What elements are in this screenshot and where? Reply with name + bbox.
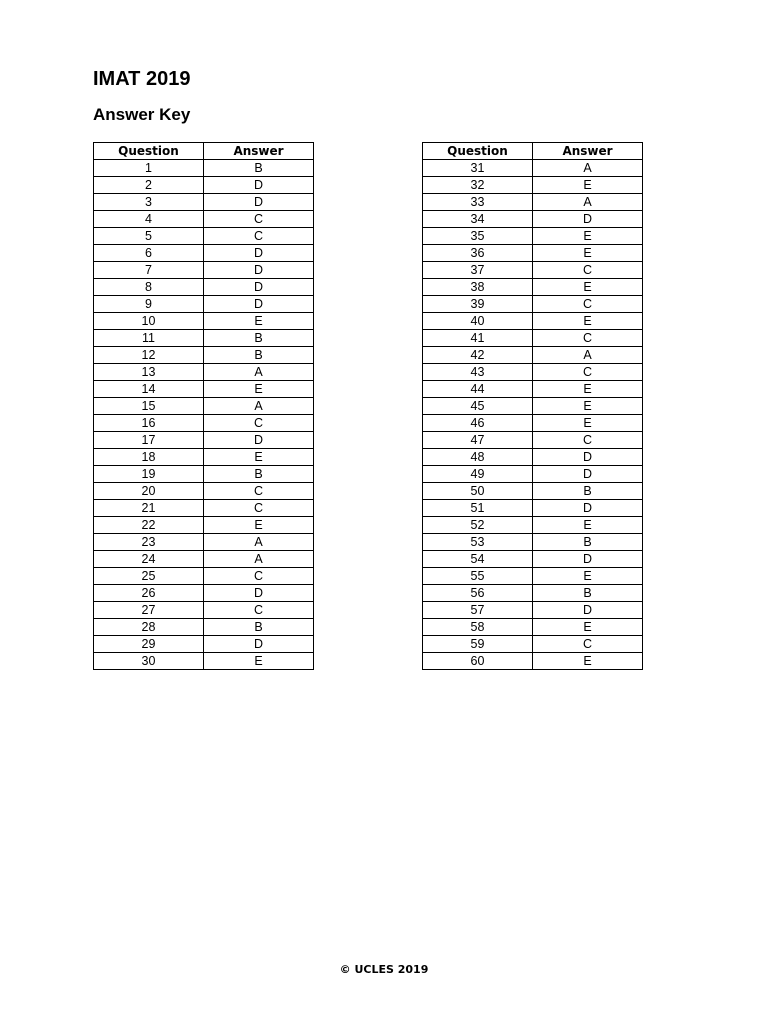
question-number-cell: 34 — [423, 211, 533, 228]
table-row — [94, 364, 314, 381]
answer-letter-cell: D — [533, 466, 643, 483]
table-row — [94, 194, 314, 211]
table-row — [94, 262, 314, 279]
question-number-cell: 12 — [94, 347, 204, 364]
table-header-row — [94, 143, 314, 160]
question-number-cell: 41 — [423, 330, 533, 347]
answer-column-header: Answer — [204, 143, 314, 160]
table-row — [423, 415, 643, 432]
answer-letter-cell: D — [533, 449, 643, 466]
question-number-cell: 47 — [423, 432, 533, 449]
answer-letter-cell: E — [204, 313, 314, 330]
table-row — [423, 160, 643, 177]
table-row — [423, 347, 643, 364]
question-number-cell: 26 — [94, 585, 204, 602]
copyright-footer: © UCLES 2019 — [339, 963, 429, 976]
question-number-cell: 32 — [423, 177, 533, 194]
table-row — [423, 296, 643, 313]
answer-letter-cell: D — [204, 279, 314, 296]
answer-letter-cell: A — [204, 364, 314, 381]
question-number-cell: 22 — [94, 517, 204, 534]
table-row — [423, 551, 643, 568]
table-row — [94, 517, 314, 534]
question-number-cell: 57 — [423, 602, 533, 619]
table-row — [423, 653, 643, 670]
answer-letter-cell: D — [204, 296, 314, 313]
table-row — [423, 517, 643, 534]
question-number-cell: 53 — [423, 534, 533, 551]
question-number-cell: 2 — [94, 177, 204, 194]
table-row — [423, 568, 643, 585]
question-number-cell: 59 — [423, 636, 533, 653]
answer-table-body — [94, 160, 314, 670]
answer-letter-cell: B — [204, 160, 314, 177]
table-row — [423, 585, 643, 602]
answer-letter-cell: A — [204, 398, 314, 415]
question-column-header: Question — [94, 143, 204, 160]
question-number-cell: 6 — [94, 245, 204, 262]
question-number-cell: 9 — [94, 296, 204, 313]
answer-letter-cell: C — [204, 228, 314, 245]
table-row — [94, 551, 314, 568]
answer-letter-cell: C — [533, 262, 643, 279]
question-number-cell: 28 — [94, 619, 204, 636]
question-number-cell: 60 — [423, 653, 533, 670]
table-row — [423, 364, 643, 381]
answer-letter-cell: D — [533, 500, 643, 517]
question-number-cell: 44 — [423, 381, 533, 398]
table-row — [423, 211, 643, 228]
question-number-cell: 29 — [94, 636, 204, 653]
question-number-cell: 23 — [94, 534, 204, 551]
answer-letter-cell: E — [533, 517, 643, 534]
answer-column-header: Answer — [533, 143, 643, 160]
table-row — [94, 466, 314, 483]
question-number-cell: 13 — [94, 364, 204, 381]
answer-letter-cell: D — [204, 245, 314, 262]
answer-letter-cell: C — [533, 636, 643, 653]
answer-letter-cell: E — [533, 279, 643, 296]
table-row — [423, 466, 643, 483]
table-row — [94, 415, 314, 432]
answer-letter-cell: C — [533, 364, 643, 381]
question-number-cell: 39 — [423, 296, 533, 313]
answer-table-right — [422, 142, 643, 670]
table-row — [94, 653, 314, 670]
table-header-row — [423, 143, 643, 160]
answer-letter-cell: C — [204, 483, 314, 500]
question-number-cell: 16 — [94, 415, 204, 432]
question-number-cell: 30 — [94, 653, 204, 670]
table-row — [94, 483, 314, 500]
answer-letter-cell: C — [204, 415, 314, 432]
answer-letter-cell: A — [533, 160, 643, 177]
question-number-cell: 25 — [94, 568, 204, 585]
table-row — [94, 381, 314, 398]
table-row — [94, 313, 314, 330]
question-number-cell: 49 — [423, 466, 533, 483]
answer-letter-cell: E — [204, 449, 314, 466]
question-number-cell: 3 — [94, 194, 204, 211]
question-column-header: Question — [423, 143, 533, 160]
question-number-cell: 4 — [94, 211, 204, 228]
answer-letter-cell: C — [533, 432, 643, 449]
answer-letter-cell: E — [533, 228, 643, 245]
table-row — [94, 432, 314, 449]
question-number-cell: 37 — [423, 262, 533, 279]
question-number-cell: 18 — [94, 449, 204, 466]
answer-letter-cell: B — [204, 466, 314, 483]
answer-letter-cell: E — [533, 653, 643, 670]
table-row — [94, 330, 314, 347]
page-title: IMAT 2019 — [93, 68, 191, 90]
question-number-cell: 31 — [423, 160, 533, 177]
answer-table-body — [423, 160, 643, 670]
table-row — [94, 347, 314, 364]
question-number-cell: 40 — [423, 313, 533, 330]
question-number-cell: 19 — [94, 466, 204, 483]
table-row — [423, 483, 643, 500]
question-number-cell: 46 — [423, 415, 533, 432]
table-row — [423, 381, 643, 398]
answer-letter-cell: A — [204, 551, 314, 568]
table-row — [423, 177, 643, 194]
page-subtitle: Answer Key — [93, 105, 191, 124]
table-row — [94, 245, 314, 262]
answer-letter-cell: C — [204, 211, 314, 228]
answer-letter-cell: A — [204, 534, 314, 551]
question-number-cell: 24 — [94, 551, 204, 568]
answer-letter-cell: C — [533, 330, 643, 347]
table-row — [94, 585, 314, 602]
question-number-cell: 36 — [423, 245, 533, 262]
answer-letter-cell: E — [533, 568, 643, 585]
question-number-cell: 55 — [423, 568, 533, 585]
answer-letter-cell: E — [204, 517, 314, 534]
question-number-cell: 33 — [423, 194, 533, 211]
answer-letter-cell: D — [204, 177, 314, 194]
question-number-cell: 5 — [94, 228, 204, 245]
question-number-cell: 42 — [423, 347, 533, 364]
answer-letter-cell: E — [533, 245, 643, 262]
question-number-cell: 27 — [94, 602, 204, 619]
question-number-cell: 50 — [423, 483, 533, 500]
table-row — [423, 262, 643, 279]
question-number-cell: 58 — [423, 619, 533, 636]
answer-letter-cell: B — [533, 483, 643, 500]
table-row — [423, 330, 643, 347]
question-number-cell: 56 — [423, 585, 533, 602]
answer-letter-cell: D — [204, 585, 314, 602]
question-number-cell: 7 — [94, 262, 204, 279]
answer-letter-cell: D — [533, 602, 643, 619]
table-row — [94, 279, 314, 296]
table-row — [423, 602, 643, 619]
answer-letter-cell: E — [533, 619, 643, 636]
table-row — [94, 636, 314, 653]
question-number-cell: 45 — [423, 398, 533, 415]
table-row — [94, 568, 314, 585]
answer-table-left — [93, 142, 314, 670]
table-row — [94, 449, 314, 466]
answer-letter-cell: C — [204, 602, 314, 619]
table-row — [94, 177, 314, 194]
question-number-cell: 54 — [423, 551, 533, 568]
question-number-cell: 14 — [94, 381, 204, 398]
question-number-cell: 20 — [94, 483, 204, 500]
table-row — [94, 296, 314, 313]
question-number-cell: 52 — [423, 517, 533, 534]
question-number-cell: 8 — [94, 279, 204, 296]
question-number-cell: 48 — [423, 449, 533, 466]
question-number-cell: 21 — [94, 500, 204, 517]
table-row — [423, 245, 643, 262]
answer-letter-cell: E — [533, 177, 643, 194]
table-row — [423, 534, 643, 551]
answer-letter-cell: B — [204, 619, 314, 636]
answer-letter-cell: B — [204, 330, 314, 347]
answer-letter-cell: D — [533, 211, 643, 228]
table-row — [423, 432, 643, 449]
question-number-cell: 51 — [423, 500, 533, 517]
question-number-cell: 38 — [423, 279, 533, 296]
table-row — [423, 313, 643, 330]
table-row — [94, 398, 314, 415]
table-row — [423, 228, 643, 245]
table-row — [94, 534, 314, 551]
table-row — [423, 398, 643, 415]
table-row — [423, 279, 643, 296]
table-row — [94, 211, 314, 228]
answer-letter-cell: D — [204, 432, 314, 449]
answer-letter-cell: D — [204, 636, 314, 653]
table-row — [423, 619, 643, 636]
table-row — [423, 500, 643, 517]
question-number-cell: 17 — [94, 432, 204, 449]
answer-letter-cell: E — [204, 653, 314, 670]
table-row — [423, 449, 643, 466]
answer-letter-cell: A — [533, 194, 643, 211]
answer-letter-cell: C — [533, 296, 643, 313]
question-number-cell: 11 — [94, 330, 204, 347]
question-number-cell: 1 — [94, 160, 204, 177]
answer-letter-cell: A — [533, 347, 643, 364]
table-row — [94, 228, 314, 245]
table-row — [94, 602, 314, 619]
table-row — [94, 619, 314, 636]
question-number-cell: 15 — [94, 398, 204, 415]
answer-letter-cell: E — [533, 415, 643, 432]
table-row — [423, 194, 643, 211]
answer-letter-cell: D — [204, 194, 314, 211]
answer-letter-cell: B — [533, 534, 643, 551]
answer-letter-cell: E — [533, 381, 643, 398]
answer-letter-cell: C — [204, 568, 314, 585]
question-number-cell: 10 — [94, 313, 204, 330]
table-row — [94, 160, 314, 177]
answer-letter-cell: B — [533, 585, 643, 602]
answer-letter-cell: E — [204, 381, 314, 398]
answer-letter-cell: B — [204, 347, 314, 364]
answer-letter-cell: D — [533, 551, 643, 568]
answer-letter-cell: E — [533, 313, 643, 330]
answer-letter-cell: E — [533, 398, 643, 415]
table-row — [94, 500, 314, 517]
answer-letter-cell: C — [204, 500, 314, 517]
table-row — [423, 636, 643, 653]
question-number-cell: 43 — [423, 364, 533, 381]
answer-letter-cell: D — [204, 262, 314, 279]
question-number-cell: 35 — [423, 228, 533, 245]
